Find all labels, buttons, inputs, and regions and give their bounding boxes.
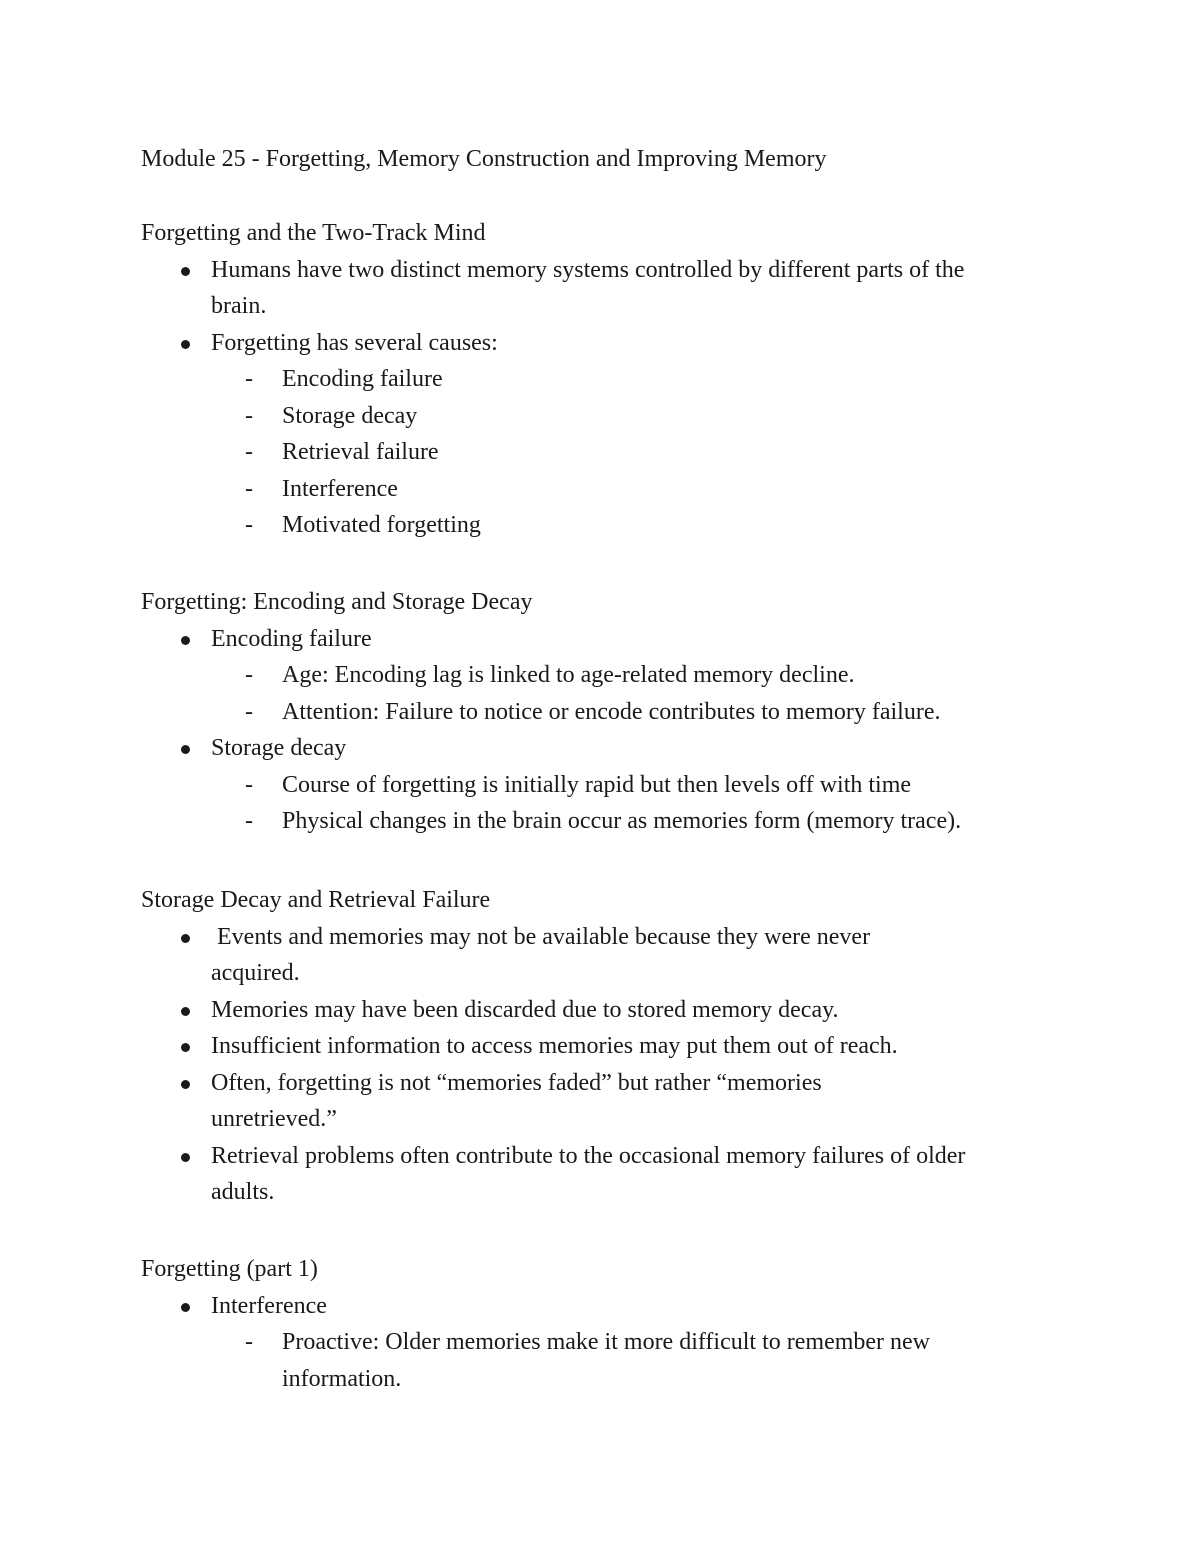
sub-list [211, 657, 1071, 730]
section-heading: Forgetting and the Two-Track Mind [141, 220, 486, 246]
list-item-text: Humans have two distinct memory systems controlled by different parts of the brain. [211, 256, 965, 319]
list-item [141, 252, 1071, 325]
bullet-icon [181, 1303, 190, 1312]
sub-list-item [211, 694, 1071, 731]
list-item-text: Events and memories may not be available because they were never acquired. [211, 923, 877, 986]
bullet-list [141, 919, 1071, 1211]
sub-list-item-text: Retrieval failure [282, 439, 439, 465]
sub-list-item [211, 471, 1071, 508]
bullet-icon [181, 636, 190, 645]
bullet-icon [181, 1043, 190, 1052]
sub-list-item-text: Storage decay [282, 402, 418, 429]
sub-list-item [211, 767, 1071, 804]
list-item [141, 1288, 1071, 1398]
dash-icon: - [245, 512, 253, 538]
list-item-text: Insufficient information to access memories may put them out of reach. [211, 1033, 898, 1059]
list-item [141, 621, 1071, 731]
bullet-icon [181, 267, 190, 276]
bullet-list [141, 621, 1071, 840]
list-item [141, 1028, 981, 1065]
bullet-icon [181, 745, 190, 754]
sub-list-item-text: Age: Encoding lag is linked to age-related memory decline. [282, 662, 855, 688]
sub-list-item-text: Physical changes in the brain occur as memories form (memory trace). [282, 808, 962, 834]
sub-list-item [211, 361, 1071, 398]
section-forgetting-part-1 [141, 1251, 1071, 1397]
sub-list-item [211, 803, 1071, 840]
bullet-icon [181, 340, 190, 349]
section-heading: Forgetting: Encoding and Storage Decay [141, 589, 533, 615]
section-encoding-storage-decay [141, 584, 1071, 840]
list-item-text: Retrieval problems often contribute to the occasional memory failures of older adults. [211, 1142, 966, 1205]
sub-list-item-text: Attention: Failure to notice or encode contributes to memory failure. [282, 698, 941, 725]
dash-icon: - [245, 771, 253, 798]
page-title: Module 25 - Forgetting, Memory Construction and Improving Memory [141, 146, 827, 172]
list-item [141, 325, 1071, 544]
dash-icon: - [245, 402, 253, 429]
bullet-icon [181, 1153, 190, 1162]
sub-list [211, 767, 1071, 840]
sub-list-item [211, 398, 1071, 435]
list-item [141, 1065, 981, 1138]
list-item [141, 730, 1071, 840]
dash-icon: - [245, 662, 253, 688]
section-storage-decay-retrieval [141, 882, 1071, 1211]
bullet-icon [181, 934, 190, 943]
sub-list-item-text: Encoding failure [282, 366, 443, 392]
section-heading: Forgetting (part 1) [141, 1256, 318, 1282]
list-item-text: Storage decay [211, 735, 347, 761]
list-item [141, 992, 981, 1029]
sub-list-item-text: Interference [282, 475, 398, 502]
bullet-icon [181, 1007, 190, 1016]
sub-list-item [211, 657, 1071, 694]
sub-list-item-text: Course of forgetting is initially rapid but then levels off with time [282, 771, 912, 798]
bullet-list [141, 1288, 1071, 1398]
sub-list-item [211, 1324, 1011, 1397]
sub-list-item [211, 434, 1071, 471]
dash-icon: - [245, 475, 253, 502]
list-item-text: Forgetting has several causes: [211, 329, 498, 356]
list-item-text: Memories may have been discarded due to stored memory decay. [211, 996, 839, 1023]
section-heading: Storage Decay and Retrieval Failure [141, 887, 491, 913]
sub-list-item-text: Proactive: Older memories make it more difficult to remember new information. [282, 1329, 931, 1392]
dash-icon: - [245, 439, 253, 465]
list-item-text: Interference [211, 1292, 327, 1319]
sub-list-item-text: Motivated forgetting [282, 512, 481, 538]
list-item [141, 919, 981, 992]
dash-icon: - [245, 1329, 253, 1355]
list-item-text: Encoding failure [211, 625, 372, 652]
sub-list [211, 361, 1071, 544]
bullet-icon [181, 1080, 190, 1089]
dash-icon: - [245, 366, 253, 392]
section-two-track-mind [141, 215, 1071, 544]
dash-icon: - [245, 808, 253, 834]
dash-icon: - [245, 698, 253, 725]
list-item-text: Often, forgetting is not “memories faded” but rather “memories unretrieved.” [211, 1069, 822, 1132]
sub-list [211, 1324, 1071, 1397]
list-item [141, 1138, 981, 1211]
sub-list-item [211, 507, 1071, 544]
bullet-list [141, 252, 1071, 544]
